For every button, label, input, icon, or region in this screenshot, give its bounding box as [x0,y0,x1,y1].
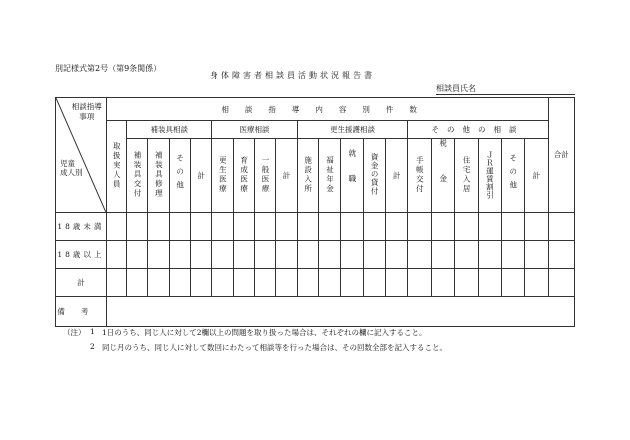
page-title: 身体障害者相談員活動状況報告書 [210,71,375,80]
col-iryo-kei: 計 [276,139,297,213]
table-row [56,241,575,269]
row-label-over18: 18歳以上 [56,241,107,269]
col-ippan-iryo: 一般医療 [255,139,276,213]
group-other: その他の相談 [408,121,548,139]
grand-total-header: 合計 [548,98,574,213]
col-shisetsu: 施設入所 [297,139,318,213]
col-ikusei-iryo: 育成医療 [233,139,254,213]
col-hosogu-shuuri: 補装具修理 [148,139,169,213]
col-jr: ＪＲ運賃割引 [478,139,501,213]
header-main: 相談指導内容別件数 [106,98,548,121]
row-label-under18: 18歳未満 [56,213,107,241]
table-row [56,213,575,241]
form-id: 別記様式第2号（第9条関係） [55,64,162,73]
corner-top-label: 相談指導 事項 [71,102,102,121]
note-prefix: （注） [63,328,86,337]
counselor-label: 相談員氏名 [436,84,476,93]
col-kousei-kei: 計 [386,139,408,213]
row-label-remarks: 備考 [56,297,107,327]
row-label-total: 計 [56,269,107,297]
table-row [56,269,575,297]
col-shuushoku: 就職 [341,139,363,213]
col-toriatsukai: 取扱実人員 [106,121,126,213]
col-hosogu-kei: 計 [191,139,212,213]
col-hosogu-koufu: 補装具交付 [127,139,148,213]
col-juutaku: 住宅入居 [455,139,478,213]
group-iryo: 医療相談 [212,121,297,139]
col-other-sonota: その他 [501,139,524,213]
note-2-num: 2 [90,342,95,351]
col-hosogu-sonota: その他 [169,139,190,213]
note-1-num: 1 [90,327,95,336]
counselor-name-line [436,94,575,95]
col-other-kei: 計 [525,139,548,213]
group-hosogu: 補装具相談 [127,121,212,139]
note-1: 1日のうち、同じ人に対して2欄以上の問題を取り扱った場合は、それぞれの欄に記入すること。 [102,328,427,337]
remarks-field[interactable] [106,297,574,327]
report-table [55,97,575,327]
col-techou: 手帳交付 [408,139,431,213]
remarks-row [56,297,575,327]
col-zei: 税金 [431,139,454,213]
note-2: 同じ月のうち、同じ人に対して数回にわたって相談等を行った場合は、その回数全部を記入すること。 [102,343,447,352]
col-fukushi-nenkin: 福祉年金 [319,139,341,213]
corner-cell [56,98,107,213]
col-shikin: 資金の貸付 [363,139,385,213]
col-kousei-iryo: 更生医療 [212,139,233,213]
group-kousei: 更生援護相談 [297,121,408,139]
corner-bottom-label: 児童 成人別 [60,158,83,178]
